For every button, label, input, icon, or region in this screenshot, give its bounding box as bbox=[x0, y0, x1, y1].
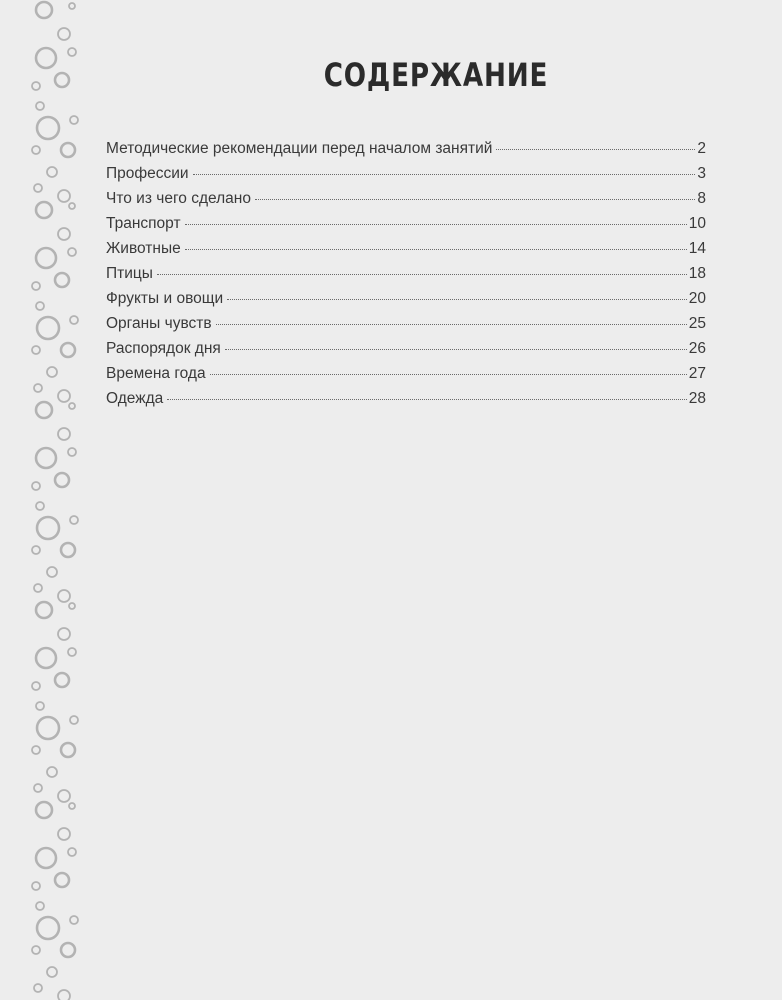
decorative-circle bbox=[58, 590, 70, 602]
toc-entry-title: Животные bbox=[106, 240, 181, 257]
decorative-circle bbox=[32, 682, 40, 690]
page-title: СОДЕРЖАНИЕ bbox=[323, 56, 549, 94]
decorative-circle bbox=[36, 248, 56, 268]
toc-entry-title: Времена года bbox=[106, 365, 206, 382]
decorative-circle bbox=[68, 48, 76, 56]
toc-entry bbox=[106, 390, 706, 416]
toc-leader-dots bbox=[255, 199, 695, 200]
decorative-circle bbox=[32, 882, 40, 890]
decorative-circle bbox=[58, 28, 70, 40]
decorative-circle bbox=[36, 302, 44, 310]
decorative-circle bbox=[37, 117, 59, 139]
decorative-circle bbox=[58, 228, 70, 240]
toc-entry bbox=[106, 165, 706, 191]
toc-entry-page: 26 bbox=[688, 340, 706, 357]
decorative-circle bbox=[55, 873, 69, 887]
toc-entry-page: 8 bbox=[697, 190, 706, 207]
toc-entry-page: 10 bbox=[688, 215, 706, 232]
decorative-circle bbox=[58, 990, 70, 1000]
decorative-circle bbox=[34, 784, 42, 792]
toc-entry-title: Птицы bbox=[106, 265, 153, 282]
toc-entry-title: Фрукты и овощи bbox=[106, 290, 224, 307]
decorative-circle bbox=[34, 584, 42, 592]
toc-entry bbox=[106, 265, 706, 291]
toc-leader-dots bbox=[193, 174, 696, 175]
decorative-circle bbox=[58, 190, 70, 202]
decorative-circle bbox=[36, 902, 44, 910]
decorative-circle bbox=[37, 317, 59, 339]
decorative-circle bbox=[68, 648, 76, 656]
decorative-circle bbox=[55, 673, 69, 687]
decorative-circle bbox=[70, 316, 78, 324]
decorative-circle bbox=[36, 202, 52, 218]
decorative-circle bbox=[70, 916, 78, 924]
decorative-circle bbox=[36, 502, 44, 510]
toc-entry-page: 14 bbox=[688, 240, 706, 257]
decorative-circle bbox=[47, 367, 57, 377]
decorative-circle bbox=[32, 482, 40, 490]
decorative-circle bbox=[32, 746, 40, 754]
decorative-circle bbox=[37, 717, 59, 739]
toc-leader-dots bbox=[185, 224, 687, 225]
decorative-circle bbox=[36, 802, 52, 818]
decorative-circle bbox=[32, 146, 40, 154]
toc-entry-page: 18 bbox=[688, 265, 706, 282]
toc-entry bbox=[106, 190, 706, 216]
decorative-circle bbox=[36, 402, 52, 418]
decorative-circle bbox=[70, 516, 78, 524]
decorative-circle bbox=[61, 343, 75, 357]
decorative-circle bbox=[36, 48, 56, 68]
decorative-circle bbox=[32, 82, 40, 90]
decorative-circle bbox=[69, 3, 75, 9]
decorative-circle bbox=[34, 984, 42, 992]
decorative-circle bbox=[68, 248, 76, 256]
decorative-circle bbox=[61, 543, 75, 557]
toc-entry-title: Профессии bbox=[106, 165, 189, 182]
decorative-circle bbox=[58, 790, 70, 802]
toc-leader-dots bbox=[227, 299, 687, 300]
decorative-circle bbox=[70, 116, 78, 124]
toc-entry-title: Одежда bbox=[106, 390, 164, 407]
toc-leader-dots bbox=[157, 274, 687, 275]
decorative-circle bbox=[47, 767, 57, 777]
decorative-circle bbox=[69, 403, 75, 409]
toc-entry-title: Распорядок дня bbox=[106, 340, 221, 357]
decorative-circle bbox=[47, 167, 57, 177]
toc-entry-title: Методические рекомендации перед началом занятий bbox=[106, 140, 493, 157]
decorative-circle bbox=[58, 390, 70, 402]
decorative-circle bbox=[55, 473, 69, 487]
toc-entry bbox=[106, 315, 706, 341]
toc-entry-page: 20 bbox=[688, 290, 706, 307]
toc-entry bbox=[106, 215, 706, 241]
decorative-circle bbox=[55, 273, 69, 287]
toc-entry-page: 3 bbox=[697, 165, 706, 182]
decorative-circle bbox=[36, 448, 56, 468]
toc-entry bbox=[106, 140, 706, 166]
decorative-circle bbox=[37, 517, 59, 539]
decorative-circle bbox=[47, 567, 57, 577]
decorative-circle bbox=[32, 346, 40, 354]
toc-entry-title: Транспорт bbox=[106, 215, 181, 232]
decorative-circle bbox=[36, 648, 56, 668]
decorative-circle bbox=[34, 384, 42, 392]
toc-leader-dots bbox=[225, 349, 687, 350]
decorative-circle bbox=[69, 203, 75, 209]
toc-leader-dots bbox=[496, 149, 695, 150]
decorative-circle bbox=[36, 702, 44, 710]
decorative-circle bbox=[68, 848, 76, 856]
decorative-circle bbox=[68, 448, 76, 456]
decorative-circle bbox=[61, 143, 75, 157]
decorative-circle bbox=[47, 967, 57, 977]
decorative-circle bbox=[36, 848, 56, 868]
toc-entry bbox=[106, 290, 706, 316]
toc-entry-title: Органы чувств bbox=[106, 315, 212, 332]
toc-entry-page: 25 bbox=[688, 315, 706, 332]
toc-leader-dots bbox=[216, 324, 687, 325]
decorative-circle bbox=[36, 102, 44, 110]
decorative-circle bbox=[58, 628, 70, 640]
decorative-circle bbox=[70, 716, 78, 724]
toc-entry bbox=[106, 240, 706, 266]
toc-entry bbox=[106, 340, 706, 366]
toc-entry-title: Что из чего сделано bbox=[106, 190, 251, 207]
toc-entry bbox=[106, 365, 706, 391]
toc-entry-page: 27 bbox=[688, 365, 706, 382]
toc-leader-dots bbox=[185, 249, 687, 250]
decorative-circle bbox=[36, 602, 52, 618]
decorative-circle bbox=[37, 917, 59, 939]
decorative-circle bbox=[34, 184, 42, 192]
toc-entry-page: 2 bbox=[697, 140, 706, 157]
toc-leader-dots bbox=[210, 374, 687, 375]
decorative-circles-border bbox=[22, 0, 88, 1000]
decorative-circle bbox=[61, 943, 75, 957]
decorative-circle bbox=[61, 743, 75, 757]
decorative-circle bbox=[58, 828, 70, 840]
toc-entry-page: 28 bbox=[688, 390, 706, 407]
decorative-circle bbox=[69, 803, 75, 809]
decorative-circle bbox=[36, 2, 52, 18]
toc-leader-dots bbox=[167, 399, 687, 400]
decorative-circle bbox=[32, 946, 40, 954]
decorative-circle bbox=[32, 282, 40, 290]
decorative-circle bbox=[55, 73, 69, 87]
decorative-circle bbox=[58, 428, 70, 440]
decorative-circle bbox=[69, 603, 75, 609]
decorative-circle bbox=[32, 546, 40, 554]
